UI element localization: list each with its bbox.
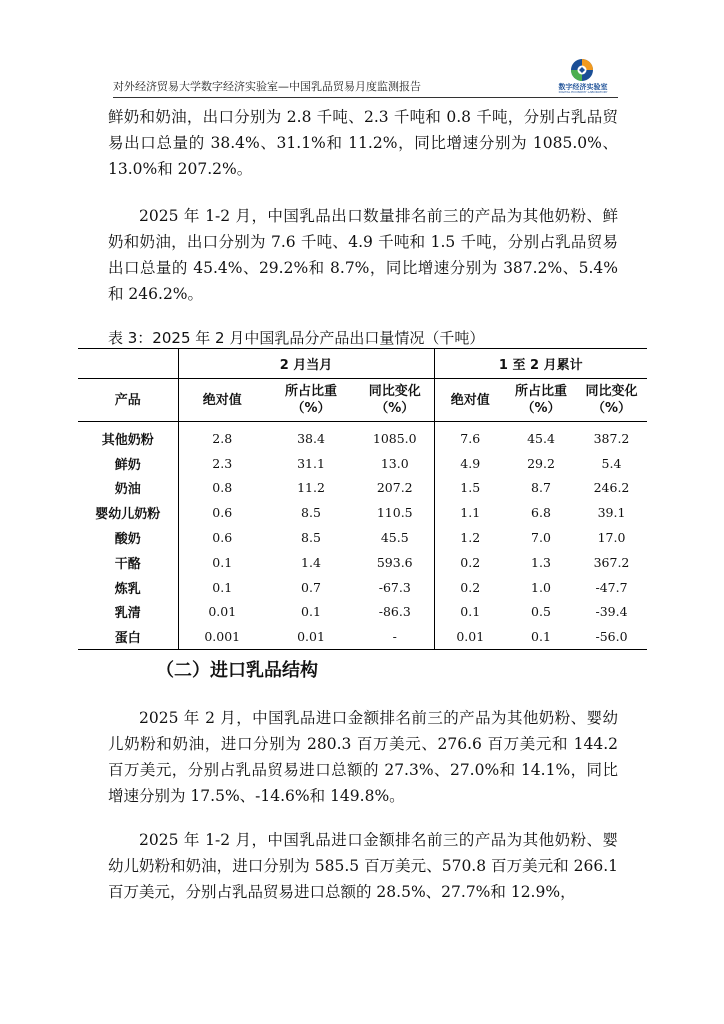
table-row: [78, 422, 647, 451]
logo-emblem-icon: [570, 58, 594, 82]
header-cum-share: 所占比重 （%）: [506, 379, 576, 422]
header-cum-yoy: 同比变化 （%）: [576, 379, 647, 422]
table-row: [78, 600, 647, 625]
header-title: 对外经济贸易大学数字经济实验室—中国乳品贸易月度监测报告: [113, 80, 421, 93]
cell-cum-yoy: 246.2: [593, 480, 630, 496]
paragraph-feb-import-top3: 2025 年 2 月，中国乳品进口金额排名前三的产品为其他奶粉、婴幼儿奶粉和奶油，进口分别为 280.3 百万美元、276.6 百万美元和 144.2 百万美元，分别占乳品贸易进口总额的 27.3%、27.0%和 14.1%，同比增速分别为 17.5%、-14.6%和 149.8%。: [108, 709, 618, 805]
cell-feb-yoy: 110.5: [376, 505, 413, 521]
cell-feb-share: 8.5: [301, 530, 321, 546]
paragraph-janfeb-import-top3: 2025 年 1-2 月，中国乳品进口金额排名前三的产品为其他奶粉、婴幼儿奶粉和奶油，进口分别为 585.5 百万美元、570.8 百万美元和 266.1 百万美元，分别占乳品贸易进口总额的 28.5%、27.7%和 12.9%，: [108, 831, 618, 901]
table-row: [78, 550, 647, 575]
cell-feb-share: 0.1: [301, 604, 321, 620]
cell-cum-share: 7.0: [531, 530, 551, 546]
cell-cum-share: 1.3: [531, 554, 551, 570]
cell-cum-share: 6.8: [531, 505, 551, 521]
cell-cum-yoy: 17.0: [597, 530, 626, 546]
export-volume-table: [78, 348, 647, 650]
logo-text: 数字经济实验室: [558, 83, 608, 91]
cell-feb-abs: 0.1: [178, 575, 266, 600]
cell-cum-abs: 7.6: [434, 422, 506, 451]
cell-cum-share: 1.0: [531, 579, 551, 595]
cell-cum-share: 45.4: [527, 430, 555, 446]
table-row: [78, 624, 647, 649]
cell-feb-yoy: 45.5: [380, 530, 409, 546]
cell-feb-yoy: 13.0: [380, 455, 409, 471]
cell-cum-yoy: -47.7: [595, 579, 628, 595]
cell-product: 婴幼儿奶粉: [95, 507, 161, 523]
header-cumulative: 1 至 2 月累计: [434, 349, 647, 379]
header-feb-share: 所占比重 （%）: [266, 379, 356, 422]
table-body: [78, 422, 647, 650]
cell-cum-share: 29.2: [527, 455, 555, 471]
cell-feb-share: 0.01: [266, 624, 356, 649]
table-column-header: [78, 379, 647, 422]
logo-subtext: DIGITAL ECONOMY LABORATORY: [558, 90, 608, 94]
cell-feb-abs: 0.001: [178, 624, 266, 649]
cell-feb-abs: 2.8: [178, 422, 266, 451]
header-blank: [78, 349, 178, 379]
table-group-header: [78, 349, 647, 379]
header-rule: [113, 97, 618, 98]
cell-product: 干酪: [114, 556, 141, 572]
table-row: [78, 575, 647, 600]
cell-cum-yoy: 39.1: [597, 505, 626, 521]
cell-product: 炼乳: [114, 581, 141, 597]
cell-feb-share: 8.5: [301, 505, 321, 521]
cell-cum-abs: 1.5: [434, 476, 506, 501]
cell-product: 鲜奶: [114, 457, 141, 473]
header-feb-abs: 绝对值: [178, 379, 266, 422]
cell-cum-yoy: 367.2: [593, 554, 630, 570]
cell-cum-abs: 0.1: [434, 600, 506, 625]
cell-feb-yoy: 593.6: [376, 554, 413, 570]
cell-cum-yoy: -39.4: [595, 604, 628, 620]
cell-cum-abs: 0.2: [434, 550, 506, 575]
table-row: [78, 525, 647, 550]
header-feb: 2 月当月: [178, 349, 434, 379]
cell-cum-share: 0.5: [531, 604, 551, 620]
cell-product: 蛋白: [78, 624, 178, 649]
table-row: [78, 476, 647, 501]
cell-feb-share: 1.4: [301, 554, 321, 570]
page-header: [113, 58, 618, 98]
cell-cum-abs: 0.2: [434, 575, 506, 600]
cell-cum-abs: 0.01: [434, 624, 506, 649]
cell-feb-share: 0.7: [301, 579, 321, 595]
table-row: [78, 451, 647, 476]
cell-cum-yoy: 387.2: [593, 430, 630, 446]
cell-cum-share: 8.7: [531, 480, 551, 496]
cell-feb-share: 38.4: [297, 430, 325, 446]
table-row: [78, 500, 647, 525]
cell-feb-share: 11.2: [297, 480, 325, 496]
cell-feb-yoy: 1085.0: [372, 430, 417, 446]
cell-feb-abs: 0.01: [178, 600, 266, 625]
header-cum-abs: 绝对值: [434, 379, 506, 422]
cell-cum-share: 0.1: [506, 624, 576, 649]
cell-product: 酸奶: [114, 532, 141, 548]
cell-cum-abs: 1.1: [434, 500, 506, 525]
cell-product: 奶油: [114, 482, 141, 498]
cell-product: 乳清: [114, 606, 141, 622]
paragraph-feb-export-top3-cont: 鲜奶和奶油，出口分别为 2.8 千吨、2.3 千吨和 0.8 千吨，分别占乳品贸易出口总量的 38.4%、31.1%和 11.2%，同比增速分别为 1085.0%、13.0%和 207.2%。: [108, 108, 618, 178]
cell-feb-yoy: -: [356, 624, 434, 649]
cell-feb-yoy: -67.3: [378, 579, 411, 595]
cell-feb-abs: 0.6: [178, 500, 266, 525]
paragraph-janfeb-export-top3: 2025 年 1-2 月，中国乳品出口数量排名前三的产品为其他奶粉、鲜奶和奶油，出口分别为 7.6 千吨、4.9 千吨和 1.5 千吨，分别占乳品贸易出口总量的 45.4%、29.2%和 8.7%，同比增速分别为 387.2%、5.4%和 246.2%。: [108, 207, 618, 303]
lab-logo: [548, 58, 618, 94]
header-product: 产品: [78, 379, 178, 422]
cell-feb-share: 31.1: [297, 455, 325, 471]
cell-feb-abs: 0.6: [178, 525, 266, 550]
section-title: （二）进口乳品结构: [156, 660, 318, 681]
header-feb-yoy: 同比变化 （%）: [356, 379, 434, 422]
cell-feb-yoy: -86.3: [378, 604, 411, 620]
table-caption: 表 3：2025 年 2 月中国乳品分产品出口量情况（千吨）: [108, 329, 485, 347]
cell-cum-yoy: -56.0: [576, 624, 647, 649]
cell-feb-yoy: 207.2: [376, 480, 413, 496]
cell-product: 其他奶粉: [101, 432, 154, 448]
cell-feb-abs: 2.3: [178, 451, 266, 476]
cell-cum-abs: 1.2: [434, 525, 506, 550]
cell-feb-abs: 0.8: [178, 476, 266, 501]
cell-feb-abs: 0.1: [178, 550, 266, 575]
cell-cum-abs: 4.9: [434, 451, 506, 476]
cell-cum-yoy: 5.4: [601, 455, 622, 471]
